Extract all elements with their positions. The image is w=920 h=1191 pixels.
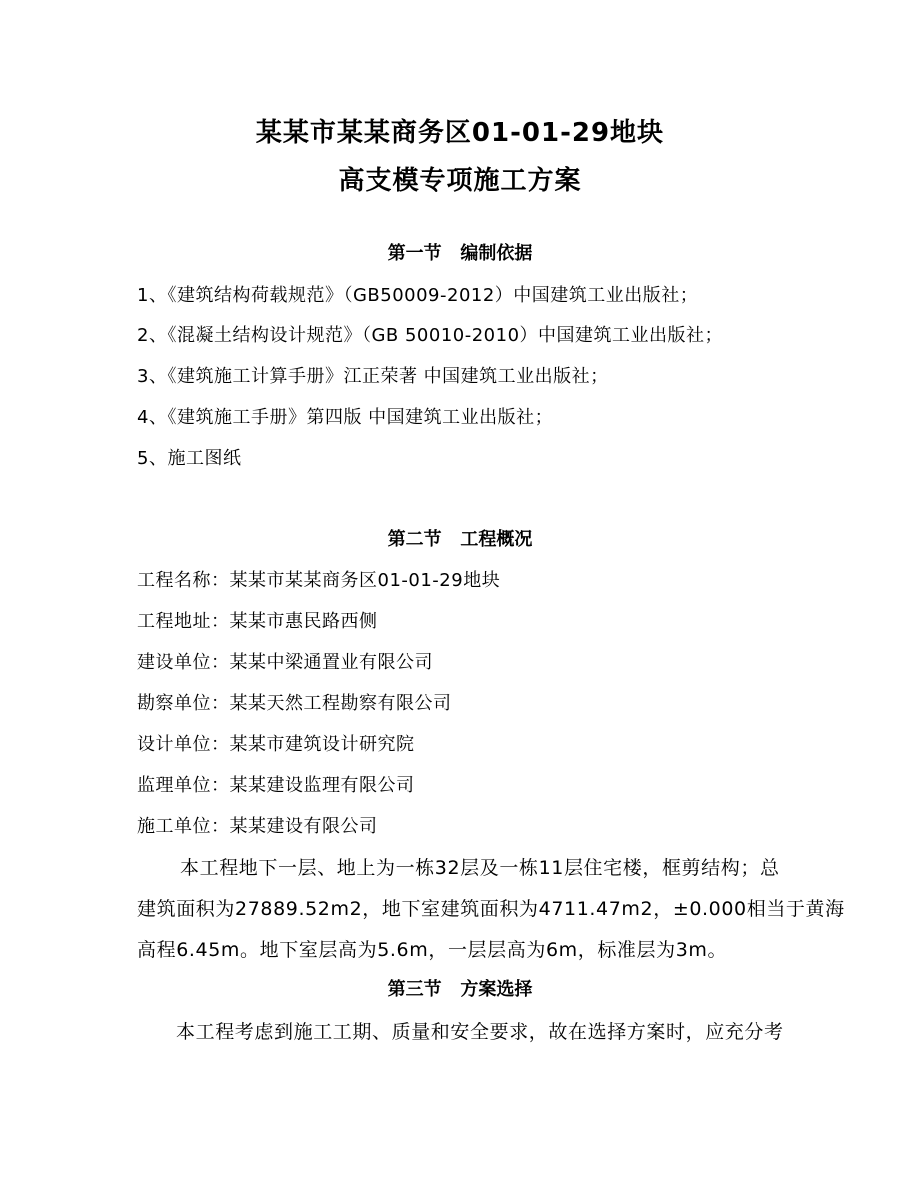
document-title-line1: 某某市某某商务区01-01-29地块 (255, 118, 665, 148)
section2-heading: 第二节 工程概况 (387, 529, 533, 550)
overview-paragraph-line1: 本工程地下一层、地上为一栋32层及一栋11层住宅楼，框剪结构；总 (180, 857, 780, 879)
section1-heading: 第一节 编制依据 (387, 243, 533, 264)
survey-unit-field: 勘察单位：某某天然工程勘察有限公司 (137, 693, 452, 714)
reference-item-1: 1、《建筑结构荷载规范》（GB50009-2012）中国建筑工业出版社； (137, 285, 699, 306)
client-field: 建设单位：某某中梁通置业有限公司 (137, 652, 433, 673)
reference-item-5: 5、施工图纸 (137, 448, 242, 469)
overview-paragraph-line2: 建筑面积为27889.52m2，地下室建筑面积为4711.47m2，±0.000相当于黄海 (137, 898, 845, 920)
supervision-unit-field: 监理单位：某某建设监理有限公司 (137, 775, 415, 796)
section3-heading: 第三节 方案选择 (387, 979, 533, 1000)
project-name-field: 工程名称：某某市某某商务区01-01-29地块 (137, 570, 501, 591)
project-address-field: 工程地址：某某市惠民路西侧 (137, 611, 378, 632)
reference-item-4: 4、《建筑施工手册》第四版 中国建筑工业出版社； (137, 407, 554, 428)
reference-item-3: 3、《建筑施工计算手册》江正荣著 中国建筑工业出版社； (137, 366, 609, 387)
design-unit-field: 设计单位：某某市建筑设计研究院 (137, 734, 415, 755)
construction-unit-field: 施工单位：某某建设有限公司 (137, 816, 378, 837)
reference-item-2: 2、《混凝土结构设计规范》（GB 50010-2010）中国建筑工业出版社； (137, 325, 724, 346)
scheme-paragraph-line1: 本工程考虑到施工工期、质量和安全要求，故在选择方案时，应充分考 (176, 1021, 784, 1043)
document-title-line2: 高支模专项施工方案 (338, 166, 582, 196)
overview-paragraph-line3: 高程6.45m。地下室层高为5.6m，一层层高为6m，标准层为3m。 (137, 939, 728, 961)
